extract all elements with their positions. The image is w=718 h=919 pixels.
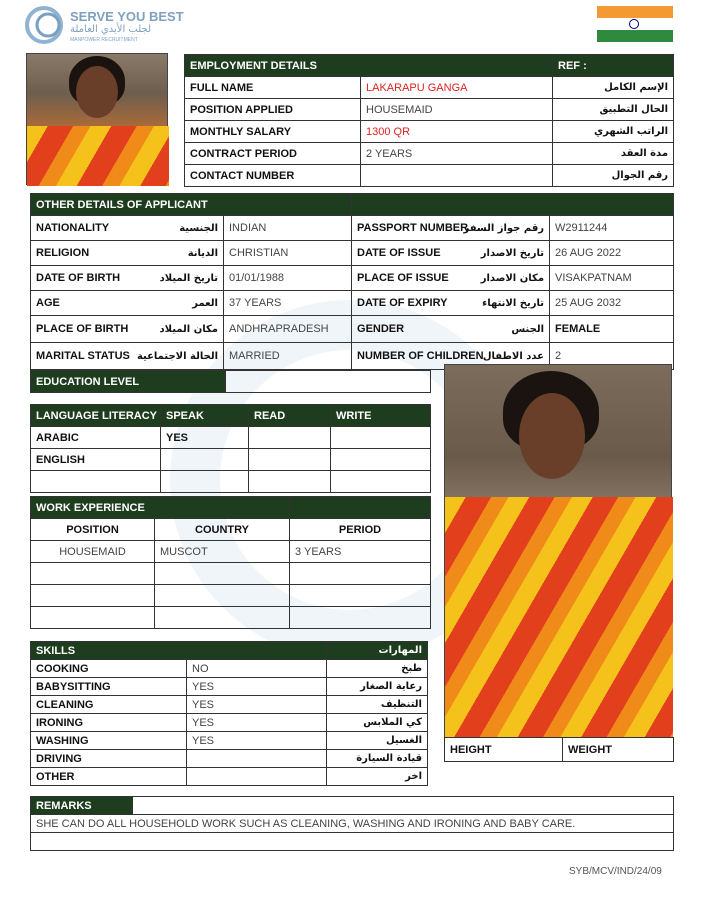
english-write <box>331 449 431 471</box>
speak-header: SPEAK <box>161 405 249 427</box>
arabic-read <box>249 427 331 449</box>
expiry-ar: تاريخ الانتهاء <box>470 291 550 316</box>
skill-label: WASHING <box>31 732 187 750</box>
dob-ar: تاريخ الميلاد <box>159 266 224 291</box>
arabic-speak: YES <box>161 427 249 449</box>
work-position <box>31 585 155 607</box>
work-period: 3 YEARS <box>290 541 431 563</box>
skill-label: BABYSITTING <box>31 678 187 696</box>
gender-ar: الجنس <box>470 316 550 343</box>
skill-label: OTHER <box>31 768 187 786</box>
gender-value: FEMALE <box>550 316 674 343</box>
contact-label: CONTACT NUMBER <box>185 165 361 187</box>
work-position <box>31 607 155 629</box>
age-label: AGE <box>31 291 159 316</box>
position-label: POSITION APPLIED <box>185 99 361 121</box>
work-position <box>31 563 155 585</box>
salary-value: 1300 QR <box>361 121 553 143</box>
employment-header: EMPLOYMENT DETAILS <box>185 55 553 77</box>
place-issue-value: VISAKPATNAM <box>550 266 674 291</box>
language-table <box>30 404 431 493</box>
work-period <box>290 585 431 607</box>
footer-code: SYB/MCV/IND/24/09 <box>569 866 662 877</box>
applicant-photo-large <box>444 364 672 737</box>
skill-label: COOKING <box>31 660 187 678</box>
education-label: EDUCATION LEVEL <box>31 371 226 393</box>
read-header: READ <box>249 405 331 427</box>
other-details-table <box>30 193 674 370</box>
work-header: WORK EXPERIENCE <box>31 497 290 519</box>
religion-value: CHRISTIAN <box>224 241 352 266</box>
expiry-label: DATE OF EXPIRY <box>352 291 470 316</box>
lang-empty <box>31 471 161 493</box>
english-read <box>249 449 331 471</box>
nationality-ar: الجنسية <box>159 216 224 241</box>
arabic-write <box>331 427 431 449</box>
work-country: MUSCOT <box>155 541 290 563</box>
salary-ar: الراتب الشهري <box>553 121 674 143</box>
dob-value: 01/01/1988 <box>224 266 352 291</box>
english-speak <box>161 449 249 471</box>
lang-header: LANGUAGE LITERACY <box>31 405 161 427</box>
skill-value: YES <box>187 678 327 696</box>
contract-label: CONTRACT PERIOD <box>185 143 361 165</box>
children-ar: عدد الاطفال <box>470 343 550 370</box>
brand-arabic: لجلب الأيدي العاملة <box>70 24 152 35</box>
issue-date-label: DATE OF ISSUE <box>352 241 470 266</box>
position-value: HOUSEMAID <box>361 99 553 121</box>
work-country-header: COUNTRY <box>155 519 290 541</box>
work-period-header: PERIOD <box>290 519 431 541</box>
age-ar: العمر <box>159 291 224 316</box>
full-name-label: FULL NAME <box>185 77 361 99</box>
birthplace-value: ANDHRAPRADESH <box>224 316 352 343</box>
birthplace-ar: مكان الميلاد <box>159 316 224 343</box>
children-label: NUMBER OF CHILDREN <box>352 343 470 370</box>
skill-value: YES <box>187 714 327 732</box>
skill-label: IRONING <box>31 714 187 732</box>
issue-date-value: 26 AUG 2022 <box>550 241 674 266</box>
religion-label: RELIGION <box>31 241 159 266</box>
skill-ar: الغسيل <box>327 732 428 750</box>
other-details-header: OTHER DETAILS OF APPLICANT <box>31 194 352 216</box>
contract-ar: مدة العقد <box>553 143 674 165</box>
full-name-value: LAKARAPU GANGA <box>361 77 553 99</box>
position-ar: الحال التطبيق <box>553 99 674 121</box>
work-country <box>155 607 290 629</box>
place-issue-label: PLACE OF ISSUE <box>352 266 470 291</box>
skill-label: DRIVING <box>31 750 187 768</box>
dob-label: DATE OF BIRTH <box>31 266 159 291</box>
education-table <box>30 370 431 393</box>
brand-sub: MANPOWER RECRUITMENT <box>70 37 138 43</box>
work-period <box>290 563 431 585</box>
ref-label: REF : <box>553 55 674 77</box>
skill-ar: قيادة السيارة <box>327 750 428 768</box>
lang-english: ENGLISH <box>31 449 161 471</box>
passport-value: W2911244 <box>550 216 674 241</box>
contract-value: 2 YEARS <box>361 143 553 165</box>
nationality-value: INDIAN <box>224 216 352 241</box>
skill-ar: كي الملابس <box>327 714 428 732</box>
skill-ar: التنظيف <box>327 696 428 714</box>
india-flag <box>597 6 673 42</box>
weight-label: WEIGHT <box>563 738 674 762</box>
issue-date-ar: تاريخ الاصدار <box>470 241 550 266</box>
physical-table <box>444 737 674 762</box>
work-experience-table <box>30 496 431 629</box>
height-label: HEIGHT <box>445 738 563 762</box>
children-value: 2 <box>550 343 674 370</box>
religion-ar: الديانة <box>159 241 224 266</box>
skill-value: NO <box>187 660 327 678</box>
nationality-label: NATIONALITY <box>31 216 159 241</box>
remarks-text: SHE CAN DO ALL HOUSEHOLD WORK SUCH AS CLEANING, WASHING AND IRONING AND BABY CARE. <box>31 815 674 833</box>
remarks-header: REMARKS <box>31 797 133 815</box>
skill-ar: رعاية الصغار <box>327 678 428 696</box>
contact-value <box>361 165 553 187</box>
skill-label: CLEANING <box>31 696 187 714</box>
skill-ar: طبخ <box>327 660 428 678</box>
remarks-table <box>30 796 674 851</box>
skill-value <box>187 768 327 786</box>
skills-header: SKILLS <box>31 642 327 660</box>
work-period <box>290 607 431 629</box>
passport-label: PASSPORT NUMBER <box>352 216 470 241</box>
empty-write <box>331 471 431 493</box>
salary-label: MONTHLY SALARY <box>185 121 361 143</box>
marital-ar: الحالة الاجتماعية <box>159 343 224 370</box>
place-issue-ar: مكان الاصدار <box>470 266 550 291</box>
brand-name: SERVE YOU BEST <box>70 9 184 24</box>
skill-value <box>187 750 327 768</box>
expiry-value: 25 AUG 2032 <box>550 291 674 316</box>
skills-table <box>30 641 428 786</box>
birthplace-label: PLACE OF BIRTH <box>31 316 159 343</box>
work-position: HOUSEMAID <box>31 541 155 563</box>
skill-value: YES <box>187 732 327 750</box>
work-position-header: POSITION <box>31 519 155 541</box>
age-value: 37 YEARS <box>224 291 352 316</box>
skill-value: YES <box>187 696 327 714</box>
passport-ar: رقم جواز السفر <box>470 216 550 241</box>
gender-label: GENDER <box>352 316 470 343</box>
work-country <box>155 585 290 607</box>
write-header: WRITE <box>331 405 431 427</box>
lang-arabic: ARABIC <box>31 427 161 449</box>
marital-value: MARRIED <box>224 343 352 370</box>
marital-label: MARITAL STATUS <box>31 343 159 370</box>
full-name-ar: الإسم الكامل <box>553 77 674 99</box>
empty-read <box>249 471 331 493</box>
skill-ar: اخر <box>327 768 428 786</box>
work-country <box>155 563 290 585</box>
education-value <box>226 371 431 393</box>
empty-speak <box>161 471 249 493</box>
applicant-photo-small <box>26 53 168 185</box>
skills-header-ar: المهارات <box>327 642 428 660</box>
contact-ar: رقم الجوال <box>553 165 674 187</box>
employment-details-table <box>184 54 674 187</box>
